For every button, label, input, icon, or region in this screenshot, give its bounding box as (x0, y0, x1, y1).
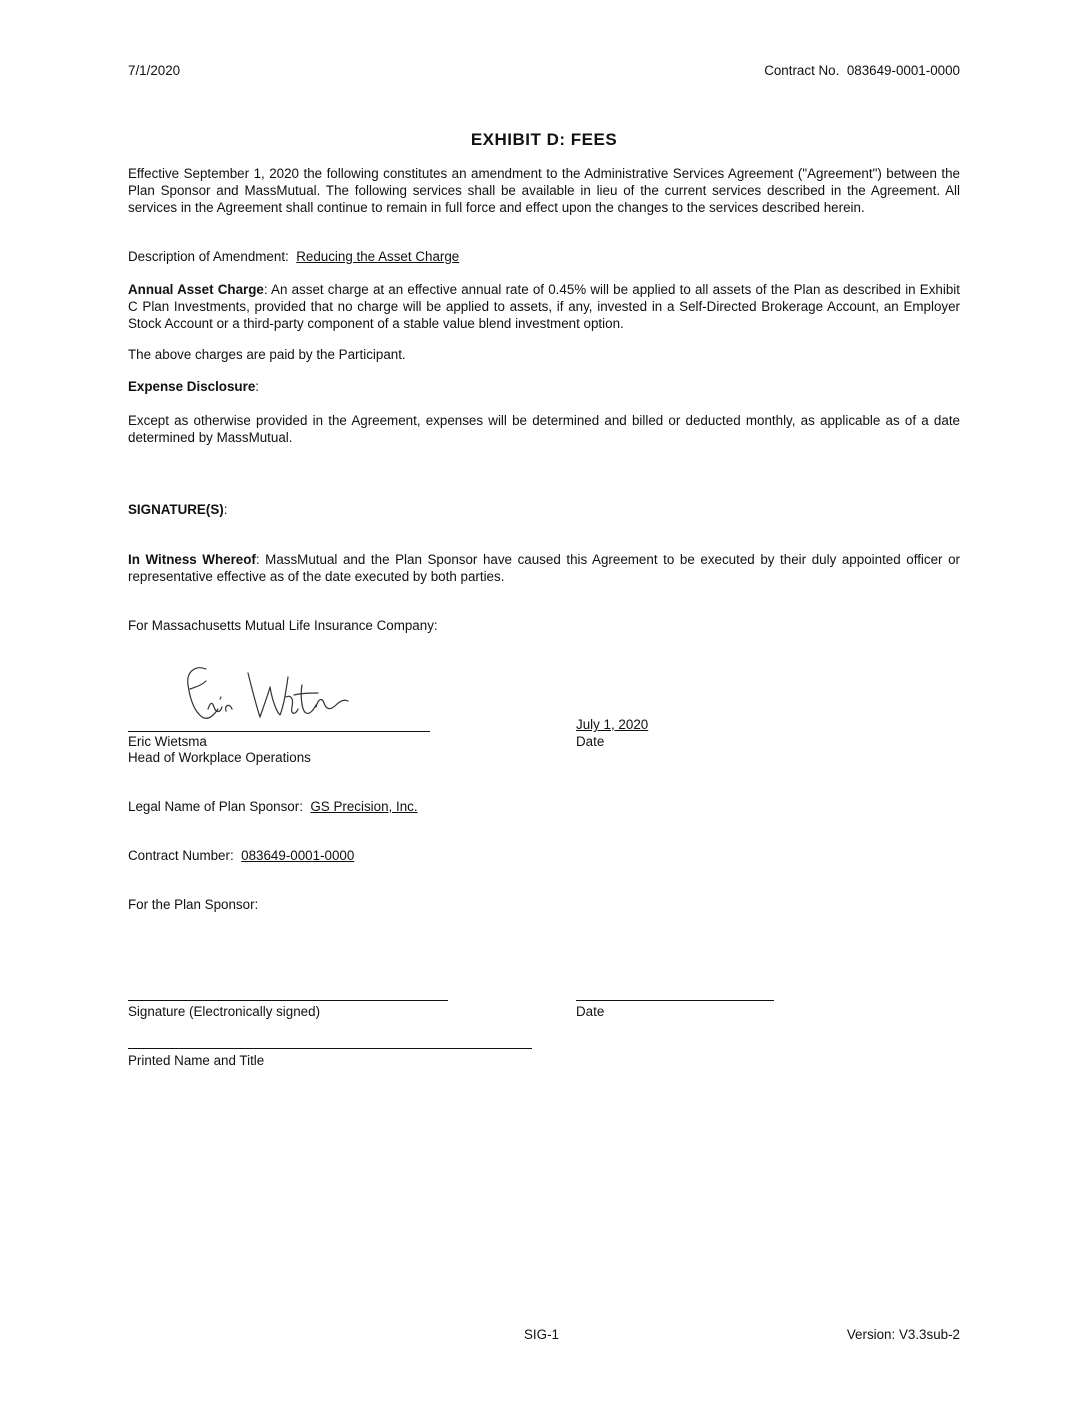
witness-label: In Witness Whereof (128, 552, 256, 567)
signatures-heading-colon: : (223, 502, 228, 517)
signer-name: Eric Wietsma (128, 734, 207, 749)
paid-by-text: The above charges are paid by the Participant. (128, 347, 406, 362)
sponsor-label: Legal Name of Plan Sponsor: (128, 799, 303, 814)
asset-charge-text: : An asset charge at an effective annual rate of 0.45% will be applied to all assets of the Plan as described in Exhibit C Plan Investments, provided that no charge will be applied to assets, if any, invested in a Self-Directed Brokerage Account, an Employer Stock Account or a third-party component of a stable value blend investment option. (128, 282, 960, 331)
expense-paragraph: Except as otherwise provided in the Agreement, expenses will be determined and billed or deducted monthly, as applicable as of a date determined by MassMutual. (128, 413, 960, 445)
header-contract-number: 083649-0001-0000 (846, 63, 960, 78)
sponsor-name: GS Precision, Inc. (310, 799, 418, 814)
amendment-label: Description of Amendment: (128, 249, 289, 264)
signer-signature-line (128, 731, 430, 732)
contract-number-line (128, 848, 354, 863)
expense-heading (128, 379, 259, 394)
signed-date-label: Date (576, 734, 605, 749)
sponsor-signature-line[interactable] (128, 1000, 448, 1001)
signatures-heading (128, 502, 227, 517)
asset-charge-paragraph (128, 281, 960, 332)
sponsor-date-label: Date (576, 1004, 605, 1019)
header-date: 7/1/2020 (128, 63, 181, 78)
signer-title: Head of Workplace Operations (128, 750, 311, 765)
amendment-line (128, 249, 459, 264)
header-contract (764, 63, 960, 78)
signed-date: July 1, 2020 (576, 717, 649, 732)
handwritten-signature (178, 655, 353, 723)
for-plan-sponsor: For the Plan Sponsor: (128, 897, 259, 912)
asset-charge-label: Annual Asset Charge (128, 282, 264, 297)
amendment-value: Reducing the Asset Charge (296, 249, 460, 264)
sponsor-line (128, 799, 418, 814)
witness-paragraph (128, 551, 960, 585)
printed-name-label: Printed Name and Title (128, 1053, 265, 1068)
contract-number-label: Contract Number: (128, 848, 234, 863)
footer-version: Version: V3.3sub-2 (846, 1327, 960, 1342)
page-title: EXHIBIT D: FEES (470, 130, 618, 149)
intro-paragraph: Effective September 1, 2020 the following constitutes an amendment to the Administrative Services Agreement ("Agreement") between the Plan Sponsor and MassMutual. The following services shall be available in lieu of the current services described in the Agreement. All services in the Agreement shall continue to remain in full force and effect upon the changes to the services described herein. (128, 166, 960, 215)
expense-label: Expense Disclosure (128, 379, 256, 394)
sponsor-signature-label: Signature (Electronically signed) (128, 1004, 321, 1019)
printed-name-line[interactable] (128, 1048, 532, 1049)
header-contract-label: Contract No. (764, 63, 840, 78)
footer-page-number: SIG-1 (524, 1327, 559, 1342)
company-line: For Massachusetts Mutual Life Insurance Company: (128, 618, 438, 633)
contract-number-value: 083649-0001-0000 (241, 848, 355, 863)
sponsor-date-line[interactable] (576, 1000, 774, 1001)
signatures-heading-label: SIGNATURE(S) (128, 502, 224, 517)
expense-colon: : (255, 379, 260, 394)
witness-text: : MassMutual and the Plan Sponsor have caused this Agreement to be executed by their duly appointed officer or representative effective as of the date executed by both parties. (128, 552, 960, 584)
